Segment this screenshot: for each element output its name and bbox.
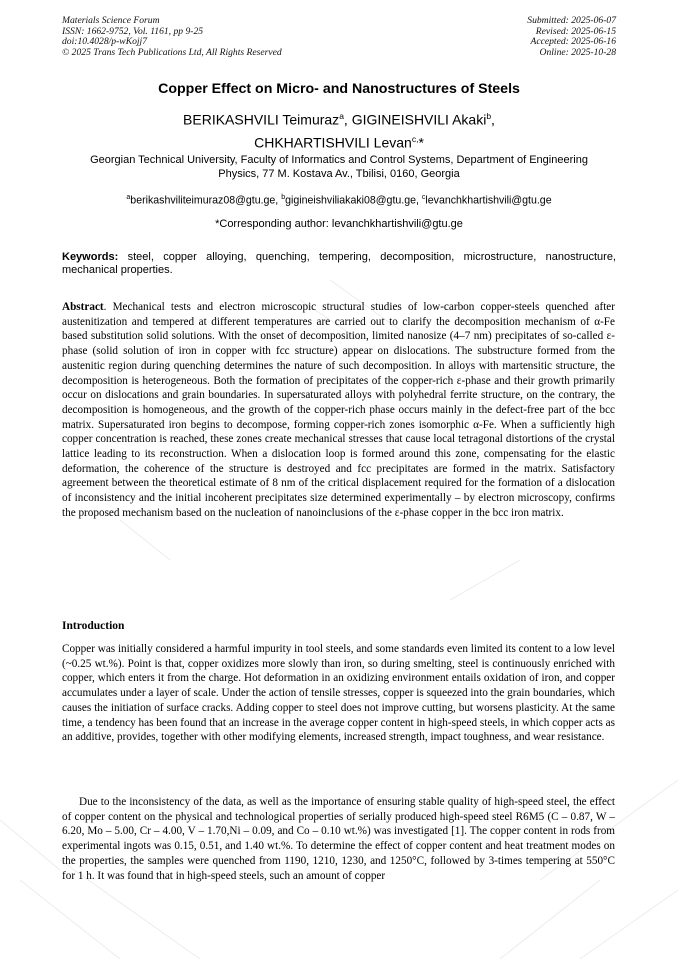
copyright: © 2025 Trans Tech Publications Ltd, All Rights Reserved	[62, 46, 282, 58]
online-date: Online: 2025-10-28	[539, 46, 616, 58]
introduction-heading: Introduction	[62, 620, 125, 632]
corresponding-star: *	[418, 134, 424, 151]
author-2: GIGINEISHVILI Akaki	[351, 111, 487, 128]
abstract-label: Abstract	[62, 301, 104, 313]
abstract-text: . Mechanical tests and electron microscopic structural studies of low-carbon copper-steels quenched after austenitization and tempered at different temperatures are carried out to clarify the decomposition mechanism of α-Fe based substitution solid solutions. With the onset of decomposition, limited nanosize (4–7 nm) precipitates of so-called ε-phase (solid solution of iron in copper with fcc structure) appear on dislocations. The substructure formed from the austenitic region during quenching determines the nature of such decomposition. In alloys with martensitic structure, the decomposition is heterogeneous. Both the formation of precipitates of the copper-rich ε-phase and their growth primarily occur on dislocations and grain boundaries. In supersaturated alloys with polyhedral ferrite structure, on the contrary, the decomposition is homogeneous, and the growth of the copper-rich phase occurs mainly in the defect-free part of the bcc matrix. Supersaturated iron begins to decompose, forming copper-rich zones isomorphic α-Fe. When a sufficiently high copper concentration is reached, these zones create mechanical stresses that cause local tetragonal distortions of the crystal lattice leading to its reconstruction. When a dislocation loop is formed around this zone, compensating for the elastic deformation, the coherence of the structure is destroyed and fcc precipitates are formed in the matrix. Satisfactory agreement between the theoretical estimate of 8 nm of the critical displacement required for the formation of a dislocation of inconsistency and the initial incoherent precipitates size determined experimentally – by electron microscopy, confirms the proposed mechanism based on the nucleation of nanoinclusions of the ε-phase copper in the bcc iron matrix.	[62, 301, 615, 519]
intro-paragraph-2: Due to the inconsistency of the data, as well as the importance of ensuring stable quality of high-speed steel, the effect of copper content on the physical and technological properties of serially produced high-speed steel R6M5 (C – 0.87, W – 6.20, Mo – 5.00, Cr – 4.00, V – 1.70,Ni – 0.09, and Co – 0.10 wt.%) was investigated [1]. The copper content in rods from experimental ingots was 0.15, 0.51, and 1.40 wt.%. To determine the effect of copper content and heat treatment modes on the properties, the samples were quenched from 1190, 1210, 1230, and 1250°C, followed by 3-times tempering at 550°C for 1 h. It was found that in high-speed steels, such an amount of copper	[62, 796, 615, 882]
email-2: gigineishviliakaki08@gtu.ge,	[285, 194, 422, 207]
keywords	[62, 251, 616, 277]
revised-date: Revised: 2025-06-15	[535, 25, 616, 37]
submitted-date: Submitted: 2025-06-07	[527, 15, 616, 26]
author-1: BERIKASHVILI Teimuraz	[183, 111, 340, 128]
author-2-sup: b	[486, 111, 492, 121]
affiliation: Georgian Technical University, Faculty of Informatics and Control Systems, Department of Engineering Physics, 77 M. Kostava Av., Tbilisi, 0160, Georgia	[90, 154, 588, 180]
author-1-sup: a	[339, 111, 344, 121]
email-3: levanchkhartishvili@gtu.ge	[425, 194, 552, 207]
intro-paragraph-1: Copper was initially considered a harmful impurity in tool steels, and some standards even limited its content to a low level (~0.25 wt.%). Point is that, copper oxidizes more slowly than iron, so during smelting, steel is continuously enriched with copper, which enters it from the charge. Hot deformation in an oxidizing environment entails oxidation of iron, and copper accumulates under a layer of scale. Under the action of tensile stresses, copper is squeezed into the grain boundaries, which causes the initiation of surface cracks. Adding copper to steel does not improve cutting, but worsens plasticity. At the same time, a tendency has been found that an increase in the average copper content in high-speed steels, in which copper acts as an additive, provides, together with other modifying elements, increased strength, impact toughness, and wear resistance.	[62, 643, 615, 744]
header-right	[527, 16, 616, 58]
author-3: CHKHARTISHVILI Levan	[254, 134, 412, 151]
doi: doi:10.4028/p-wKojj7	[62, 36, 148, 48]
abstract	[62, 300, 615, 521]
journal-name: Materials Science Forum	[62, 15, 160, 26]
issn: ISSN: 1662-9752, Vol. 1161, pp 9-25	[62, 25, 204, 37]
keywords-text: steel, copper alloying, quenching, tempering, decomposition, microstructure, nanostructure, mechanical properties.	[62, 251, 616, 276]
author-3-sup: c,	[411, 133, 419, 144]
email-1: berikashviliteimuraz08@gtu.ge,	[130, 194, 282, 207]
paper-title: Copper Effect on Micro- and Nanostructures of Steels	[158, 81, 520, 97]
keywords-label: Keywords:	[62, 251, 119, 263]
accepted-date: Accepted: 2025-06-16	[530, 36, 616, 48]
author-emails: $^a$berikashviliteimuraz08@gtu.ge, $^b$gigineishviliakaki08@gtu.ge, $^c$levanchkhartishvili@gtu.ge	[126, 194, 552, 207]
header-left	[62, 16, 282, 58]
author-list: BERIKASHVILI Teimuraz$^a$, GIGINEISHVILI Akaki$^b$, CHKHARTISHVILI Levan$^{c,}$*	[183, 111, 495, 151]
corresponding-author: *Corresponding author: levanchkhartishvili@gtu.ge	[215, 218, 463, 230]
